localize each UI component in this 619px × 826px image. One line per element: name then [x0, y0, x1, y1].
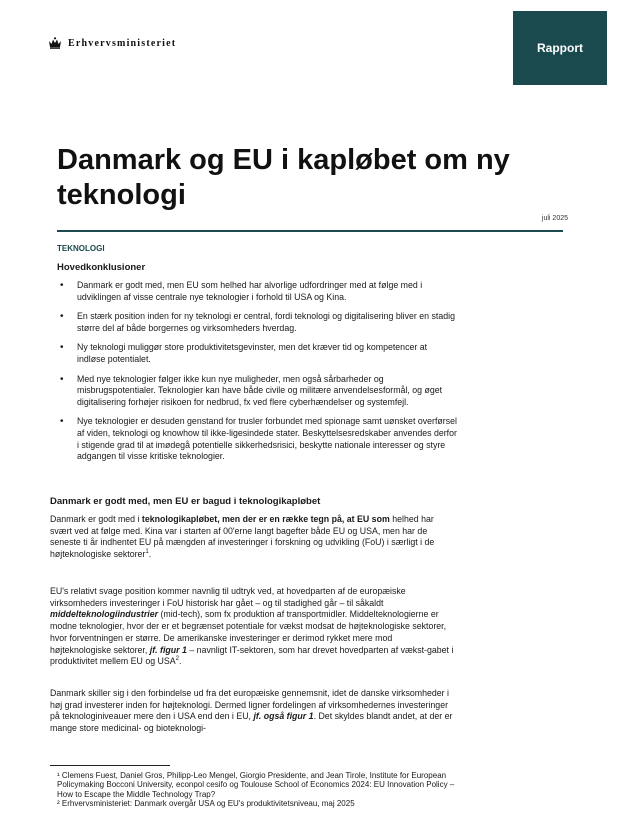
list-item: • Ny teknologi muliggør store produktivitetsgevinster, men det kræver tid og kompetencer at indløse potentialet.	[57, 342, 457, 365]
ministry-name: Erhvervsministeriet	[68, 37, 177, 49]
paragraph-2	[50, 586, 454, 668]
p2-end: .	[179, 656, 182, 667]
p1-lead: Danmark er godt med i	[50, 514, 142, 524]
section-subheading: Danmark er godt med, men EU er bagud i teknologikapløbet	[50, 496, 321, 507]
report-badge	[513, 11, 607, 85]
p2-italic-term: middelteknologiindustrier	[50, 609, 159, 620]
paragraph-1	[50, 514, 454, 561]
footnote-2: ² Erhvervsministeriet: Danmark overgår USA og EU's produktivitetsniveau, maj 2025	[57, 799, 355, 809]
p1-end: .	[148, 549, 152, 560]
p2-figure-ref: jf. figur 1	[149, 644, 187, 655]
p3-c: . Det skyldes blandt andet, at der er mange store medicinal- og bioteknologi-	[50, 711, 453, 734]
list-item: • Danmark er godt med, men EU som helhed har alvorlige udfordringer med at følge med i udviklingen af visse centrale nye teknologier i forhold til USA og Kina.	[57, 280, 457, 303]
p3-a: Danmark skiller sig i den forbindelse ud fra det europæiske gennemsnit, idet de danske virksomheder i høj grad investerer inden for højteknologi. Dermed ligner fordelingen af virksomhedernes investeringer på teknologiniveauer mere den i USA end den i EU,	[50, 688, 449, 722]
list-item: • Med nye teknologier følger ikke kun nye muligheder, men også sårbarheder og misbrugspotentialer. Teknologier kan have både civile og militære anvendelsesformål, og øget digitalisering forhøjer risikoen for nedbrud, fx ved flere cyberhændelser og systemfejl.	[57, 374, 457, 409]
p1-rest: helhed har svært ved at følge med. Kina var i starten af 00'erne langt bagefter både EU og USA, men har de seneste ti år indhentet EU på mængden af investeringer i forskning og udvikling (FoU) i særligt i de højteknologiske sektorer	[50, 514, 435, 560]
page-title: Danmark og EU i kapløbet om ny teknologi	[57, 144, 510, 211]
p3-figure-ref: jf. også figur 1	[253, 711, 314, 722]
conclusions-list	[57, 280, 457, 471]
section-tag: TEKNOLOGI	[57, 244, 105, 253]
paragraph-3	[50, 688, 454, 735]
footnotes	[57, 771, 457, 809]
report-badge-label: Rapport	[537, 41, 583, 55]
footnote-ref-2[interactable]: 2	[175, 656, 179, 663]
conclusions-heading: Hovedkonklusioner	[57, 262, 146, 273]
publication-date: juli 2025	[541, 215, 568, 222]
crown-icon	[48, 37, 62, 49]
list-item: • En stærk position inden for ny teknologi er central, fordi teknologi og digitalisering bliver en stadig større del af både borgernes og virksomheders hverdag.	[57, 311, 457, 334]
p2-c: (mid-tech), som fx produktion af transportmidler. Middelteknologierne er modne teknologier, hvor der er et begrænset potentiale for vækst modsat de højteknologiske sektorer, hvor forventningen er større. De amerikanske investeringer er derimod rykket mere mod højteknologiske sektorer,	[50, 609, 447, 655]
list-item: • Nye teknologier er desuden genstand for trusler forbundet med spionage samt uønsket overførsel af viden, teknologi og knowhow til ikke-ligesindede stater. Beskyttelsesredskaber anvendes derfor i stigende grad til at imødegå potentielle sikkerhedsrisici, beskytte nationale interesser og styre adgangen til visse kritiske teknologier.	[57, 416, 457, 462]
footnote-ref-1[interactable]: 1	[145, 549, 149, 556]
p2-e: – navnligt IT-sektoren, som har drevet hovedparten af vækst-gabet i produktivitet mellem EU og USA	[50, 644, 454, 667]
p2-a: EU's relativt svage position kommer navnlig til udtryk ved, at hovedparten af de europæiske virksomheders investeringer i FoU historisk har gået – og til stadighed går – til såkaldt	[50, 586, 406, 608]
title-divider	[57, 230, 563, 232]
p1-bold: teknologikapløbet, men der er en række tegn på, at EU som	[141, 514, 390, 524]
footnote-1: ¹ Clemens Fuest, Daniel Gros, Philipp-Leo Mengel, Giorgio Presidente, and Jean Tirole, Institute for European Policymaking Bocconi University, econpol cesifo og Toulouse School of Economics 2024: EU Innovation Policy – How to Escape the Middle Technology Trap?	[57, 771, 455, 799]
ministry-logo	[48, 37, 176, 49]
footnote-divider	[50, 765, 170, 766]
